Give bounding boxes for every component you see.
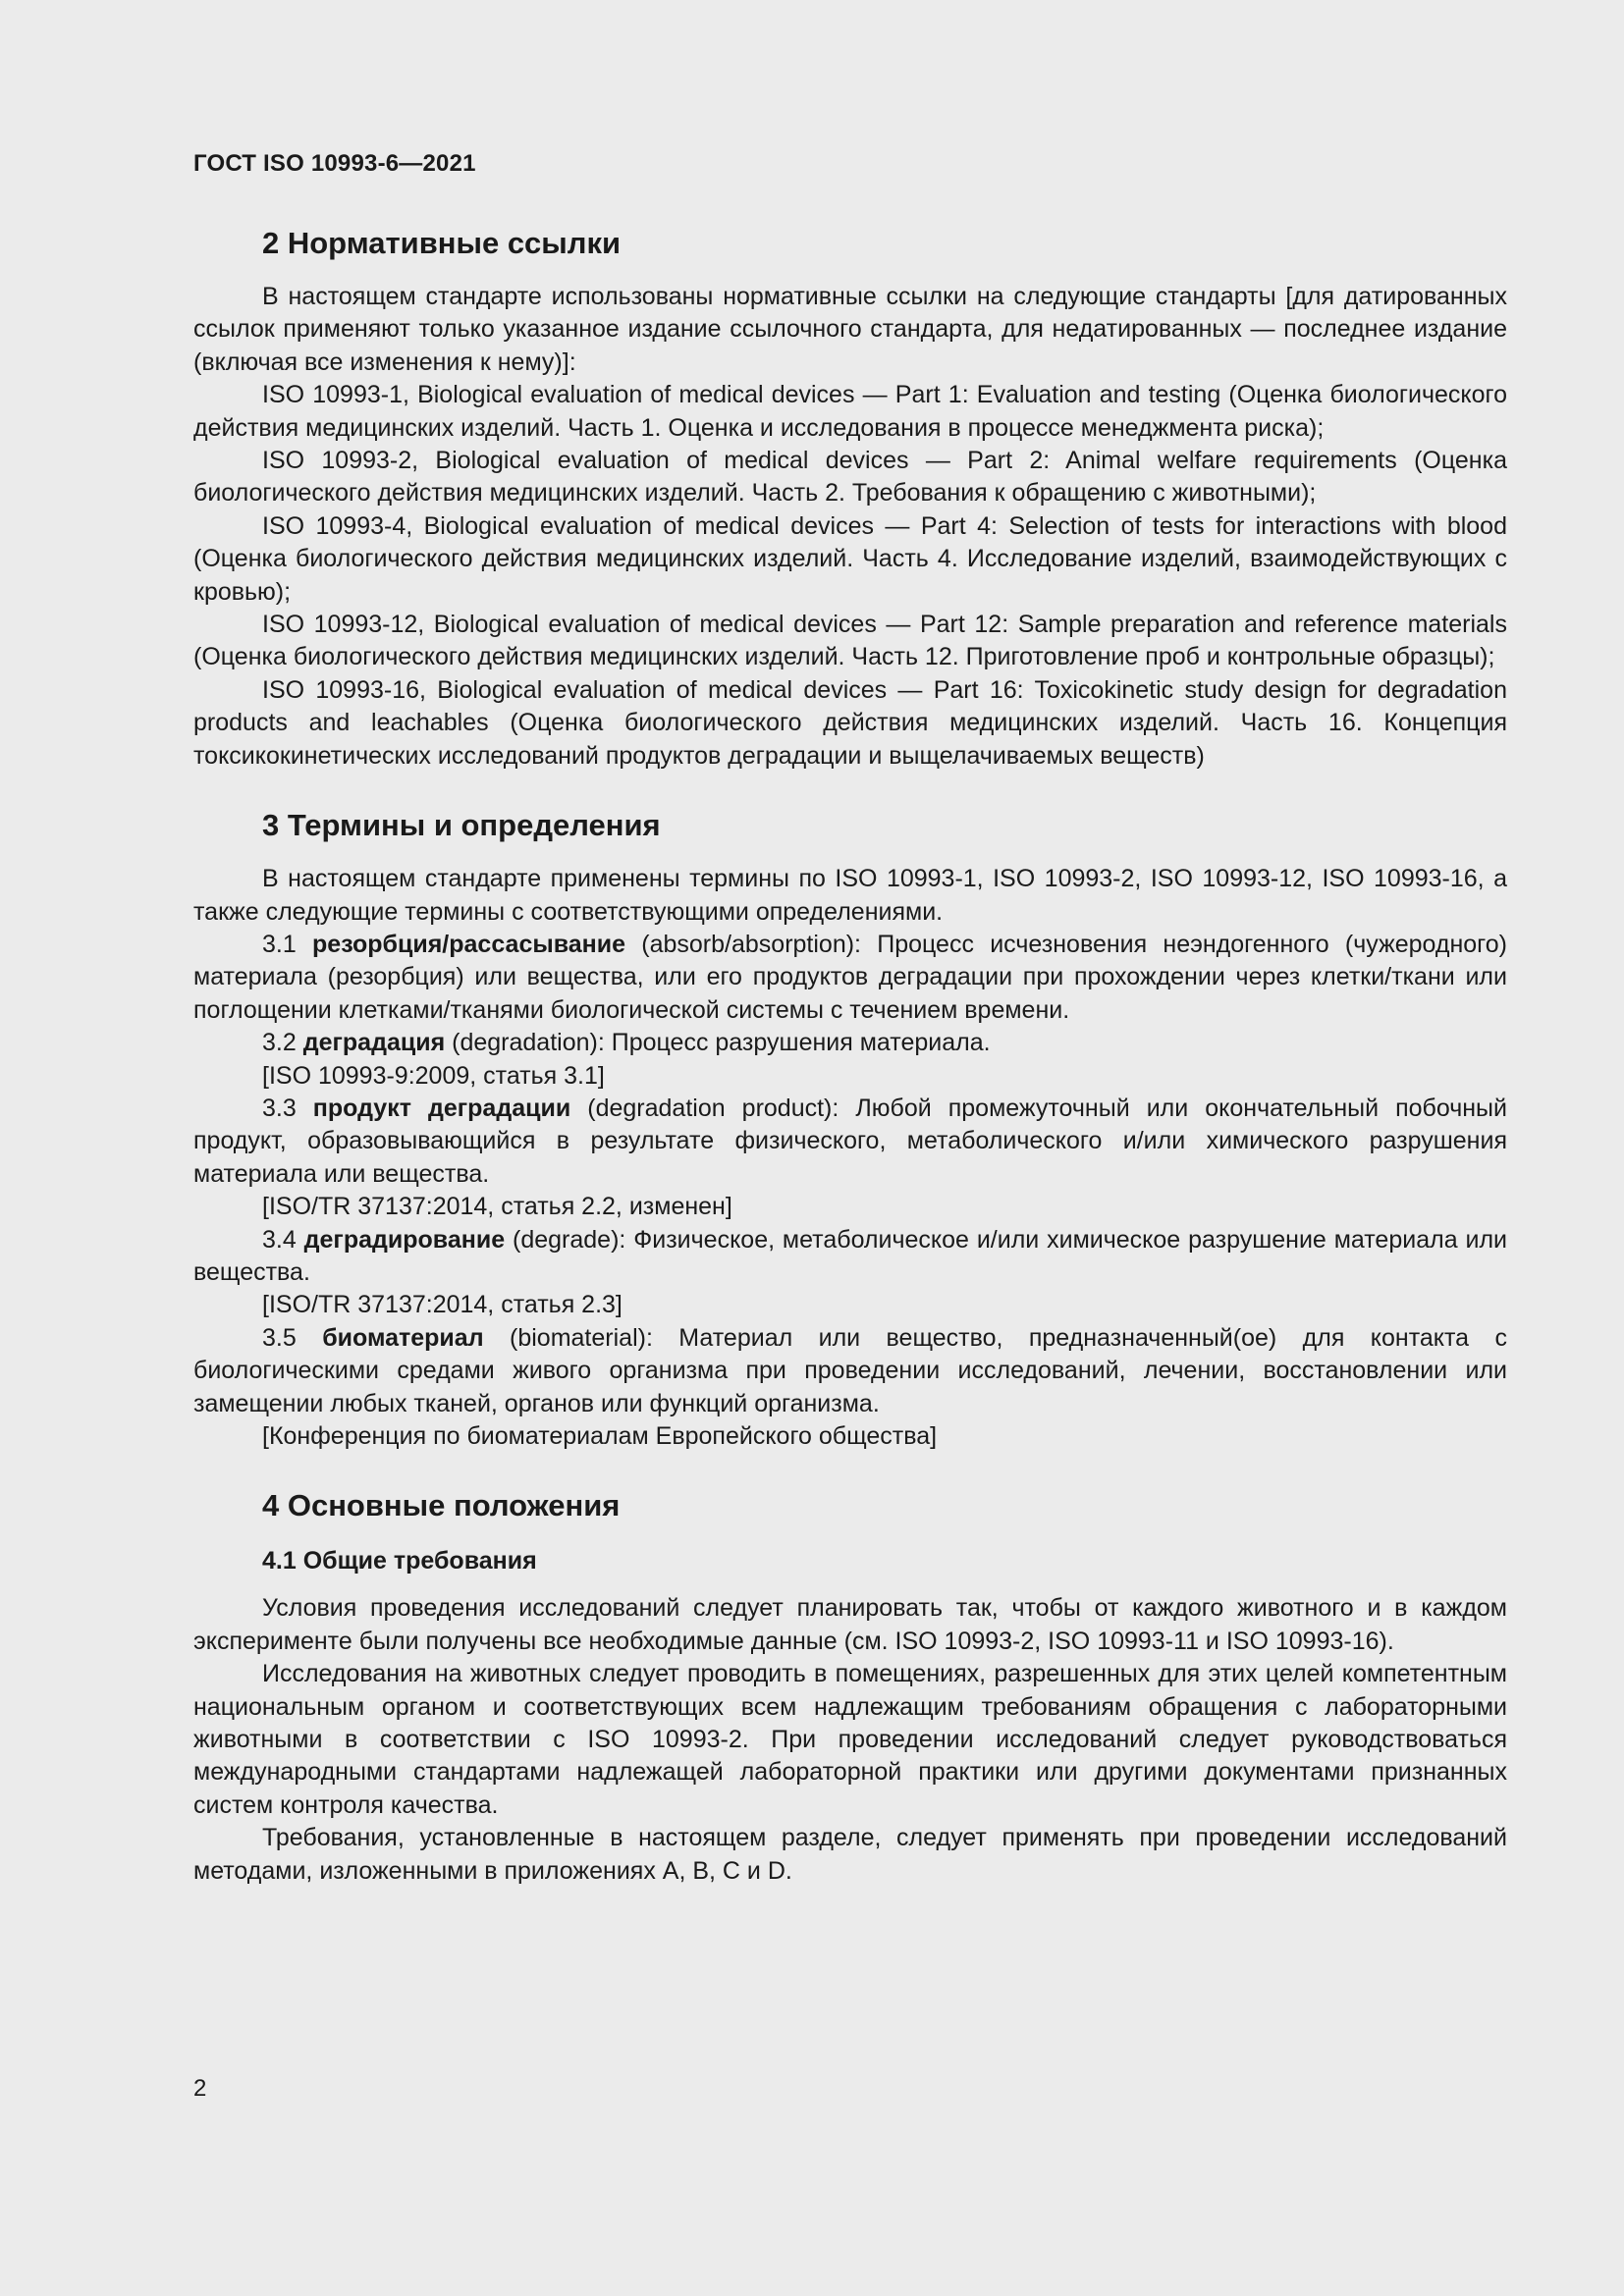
term-number: 3.5	[262, 1323, 297, 1352]
term-name: резорбция/рассасывание	[312, 930, 626, 958]
term-definition	[193, 1093, 1507, 1191]
page-number: 2	[193, 2075, 207, 2102]
term-name: деградирование	[303, 1225, 506, 1254]
term-number: 3.4	[262, 1225, 297, 1254]
term-source: [ISO 10993-9:2009, статья 3.1]	[262, 1061, 605, 1090]
section-3-intro: В настоящем стандарте применены термины по ISO 10993-1, ISO 10993-2, ISO 10993-12, ISO 10993-16, а также следующие термины с соответствующими определениями.	[193, 865, 1507, 926]
normative-reference: ISO 10993-16, Biological evaluation of medical devices — Part 16: Toxicokinetic study design for degradation products and leachables (Оценка биологического действия медицинских изделий. Часть 16. Концепция токсикокинетических исследований продуктов деградации и выщелачиваемых веществ)	[193, 675, 1507, 770]
term-number: 3.2	[262, 1029, 297, 1057]
term-text: (degrade): Физическое, метаболическое и/или химическое разрушение материала или вещества.	[193, 1225, 1507, 1286]
term-number: 3.3	[262, 1094, 297, 1122]
term-source: [Конференция по биоматериалам Европейского общества]	[262, 1422, 938, 1450]
normative-reference: ISO 10993-4, Biological evaluation of medical devices — Part 4: Selection of tests for interactions with blood (Оценка биологического действия медицинских изделий. Часть 4. Исследование изделий, взаимодействующих с кровью);	[193, 511, 1507, 606]
term-name: деградация	[302, 1029, 446, 1057]
term-definition	[193, 1224, 1507, 1290]
section-2-intro: В настоящем стандарте использованы нормативные ссылки на следующие стандарты [для датированных ссылок применяют только указанное издание ссылочного стандарта, для недатированных — последнее издание (включая все изменения к нему)]:	[193, 283, 1507, 376]
normative-reference: ISO 10993-1, Biological evaluation of medical devices — Part 1: Evaluation and testing (Оценка биологического действия медицинских изделий. Часть 1. Оценка и исследования в процессе менеджмента риска);	[193, 381, 1507, 442]
term-text: (absorb/absorption): Процесс исчезновения неэндогенного (чужеродного) материала (резорбция) или вещества, или его продуктов деградации при прохождении через клетки/ткани или поглощении клетками/тканями биологической системы с течением времени.	[193, 930, 1507, 1024]
body-paragraph: Требования, установленные в настоящем разделе, следует применять при проведении исследований методами, изложенными в приложениях A, B, C и D.	[193, 1824, 1507, 1885]
term-name: биоматериал	[322, 1323, 484, 1352]
term-definition	[193, 929, 1507, 1027]
body-paragraph: Исследования на животных следует проводить в помещениях, разрешенных для этих целей компетентным национальным органом и соответствующих всем надлежащим требованиям обращения с лабораторными животными в соответствии с ISO 10993-2. При проведении исследований следует руководствоваться международными стандартами надлежащей лабораторной практики или другими документами признанных систем контроля качества.	[193, 1660, 1507, 1819]
section-spacer	[193, 773, 1507, 806]
document-header: ГОСТ ISO 10993-6—2021	[193, 150, 476, 177]
term-source: [ISO/TR 37137:2014, статья 2.2, изменен]	[262, 1193, 732, 1221]
term-name: продукт деградации	[312, 1094, 571, 1122]
term-text: (biomaterial): Материал или вещество, предназначенный(ое) для контакта с биологическими средами живого организма при проведении исследований, лечении, восстановлении или замещении любых тканей, органов или функций организма.	[193, 1323, 1507, 1417]
document-body	[193, 224, 1507, 1888]
subsection-4-1-title: 4.1 Общие требования	[262, 1547, 537, 1575]
section-spacer	[193, 1453, 1507, 1486]
term-number: 3.1	[262, 930, 297, 958]
section-4-title: 4 Основные положения	[262, 1488, 621, 1523]
term-source: [ISO/TR 37137:2014, статья 2.3]	[262, 1291, 623, 1319]
normative-reference: ISO 10993-2, Biological evaluation of medical devices — Part 2: Animal welfare requirements (Оценка биологического действия медицинских изделий. Часть 2. Требования к обращению с животными);	[193, 447, 1507, 507]
term-definition	[193, 1322, 1507, 1420]
section-3-title: 3 Термины и определения	[262, 808, 661, 843]
normative-reference: ISO 10993-12, Biological evaluation of medical devices — Part 12: Sample preparation and reference materials (Оценка биологического действия медицинских изделий. Часть 12. Приготовление проб и контрольные образцы);	[193, 611, 1507, 671]
term-definition	[193, 1027, 1507, 1059]
term-text: (degradation product): Любой промежуточный или окончательный побочный продукт, образовывающийся в результате физического, метаболического и/или химического разрушения материала или вещества.	[193, 1094, 1507, 1188]
body-paragraph: Условия проведения исследований следует планировать так, чтобы от каждого животного и в каждом эксперименте были получены все необходимые данные (см. ISO 10993-2, ISO 10993-11 и ISO 10993-16).	[193, 1594, 1507, 1655]
section-2-title: 2 Нормативные ссылки	[262, 226, 622, 260]
term-text: (degradation): Процесс разрушения материала.	[452, 1029, 991, 1057]
